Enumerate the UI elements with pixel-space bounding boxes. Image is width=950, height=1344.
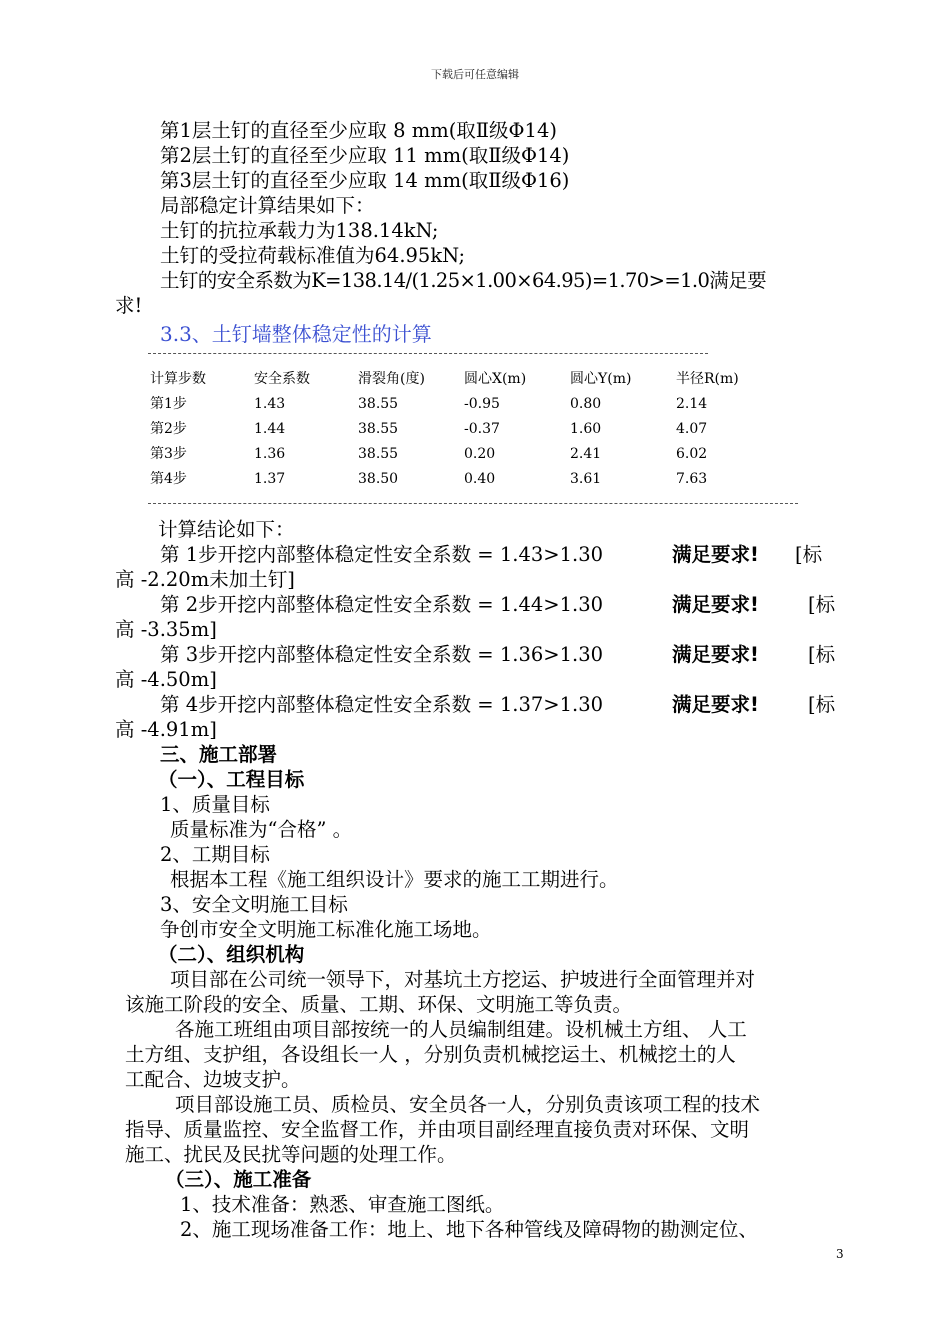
table-cell: 7.63 — [676, 471, 708, 487]
deploy-section-1: （一）、工程目标 — [158, 768, 305, 791]
org-para-3-line-3: 施工、扰民及民扰等问题的处理工作。 — [125, 1143, 457, 1166]
org-para-3-line-2: 指导、质量监控、安全监督工作，并由项目副经理直接负责对环保、文明 — [125, 1118, 750, 1141]
elevation-cont-3: 高 -4.50m] — [115, 668, 217, 691]
table-cell: 第1步 — [150, 396, 187, 412]
elevation-cont-4: 高 -4.91m] — [115, 718, 217, 741]
ok-label: 满足要求! — [672, 543, 759, 566]
local-load: 土钉的受拉荷载标准值为64.95kN; — [160, 244, 466, 267]
table-cell: 1.37 — [254, 471, 286, 487]
table-bottom-rule — [148, 503, 798, 504]
table-header: 半径R(m) — [676, 371, 739, 387]
elevation-bracket: [标 — [795, 543, 823, 566]
elevation-cont-1: 高 -2.20m未加土钉] — [115, 568, 295, 591]
org-para-3-line-1: 项目部设施工员、质检员、安全员各一人，分别负责该项工程的技术 — [175, 1093, 761, 1116]
quality-target-title: 1、质量目标 — [160, 793, 270, 816]
org-para-2-line-2: 土方组、支护组，各设组长一人 ，分别负责机械挖运土、机械挖土的人 — [125, 1043, 736, 1066]
table-cell: 38.55 — [358, 446, 399, 462]
civil-target-body: 争创市安全文明施工标准化施工场地。 — [160, 918, 492, 941]
table-header: 圆心Y(m) — [570, 371, 632, 387]
org-para-1-line-2: 该施工阶段的安全、质量、工期、环保、文明施工等负责。 — [125, 993, 633, 1016]
conclusion-step-2: 第 2步开挖内部整体稳定性安全系数 = 1.44>1.30 — [160, 593, 604, 616]
civil-target-title: 3、安全文明施工目标 — [160, 893, 348, 916]
deploy-section-3: （三）、施工准备 — [165, 1168, 312, 1191]
conclusion-step-4: 第 4步开挖内部整体稳定性安全系数 = 1.37>1.30 — [160, 693, 604, 716]
org-para-2-line-1: 各施工班组由项目部按统一的人员编制组建。设机械土方组、 人工 — [175, 1018, 747, 1041]
table-cell: 4.07 — [676, 421, 708, 437]
table-cell: 3.61 — [570, 471, 602, 487]
table-header: 安全系数 — [254, 371, 310, 387]
conclusion-step-3: 第 3步开挖内部整体稳定性安全系数 = 1.36>1.30 — [160, 643, 604, 666]
prep-item-2: 2、施工现场准备工作：地上、地下各种管线及障碍物的勘测定位、 — [180, 1218, 758, 1241]
conclusion-step-1: 第 1步开挖内部整体稳定性安全系数 = 1.43>1.30 — [160, 543, 604, 566]
table-cell: -0.37 — [464, 421, 500, 437]
table-header: 计算步数 — [150, 371, 206, 387]
table-header: 滑裂角(度) — [358, 371, 425, 387]
table-cell: 0.80 — [570, 396, 602, 412]
table-top-rule — [148, 353, 708, 354]
table-cell: 第3步 — [150, 446, 187, 462]
org-para-2-line-3: 工配合、边坡支护。 — [125, 1068, 301, 1091]
table-cell: 2.14 — [676, 396, 708, 412]
local-title: 局部稳定计算结果如下： — [160, 194, 375, 217]
schedule-target-title: 2、工期目标 — [160, 843, 270, 866]
table-cell: 1.36 — [254, 446, 286, 462]
page-number: 3 — [836, 1247, 844, 1261]
schedule-target-body: 根据本工程《施工组织设计》要求的施工工期进行。 — [170, 868, 619, 891]
table-cell: 38.50 — [358, 471, 399, 487]
elevation-bracket: [标 — [808, 593, 836, 616]
org-para-1-line-1: 项目部在公司统一领导下，对基坑土方挖运、护坡进行全面管理并对 — [170, 968, 756, 991]
ok-label: 满足要求! — [672, 693, 759, 716]
deploy-title: 三、施工部署 — [160, 743, 278, 766]
table-cell: 1.44 — [254, 421, 286, 437]
local-capacity: 土钉的抗拉承载力为138.14kN; — [160, 219, 439, 242]
section-title: 3.3、土钉墙整体稳定性的计算 — [160, 322, 432, 346]
table-cell: 0.40 — [464, 471, 496, 487]
elevation-bracket: [标 — [808, 643, 836, 666]
nail-line-2: 第2层土钉的直径至少应取 11 mm(取Ⅱ级Φ14) — [160, 144, 570, 167]
table-cell: -0.95 — [464, 396, 500, 412]
prep-item-1: 1、技术准备：熟悉、审查施工图纸。 — [180, 1193, 505, 1216]
table-cell: 2.41 — [570, 446, 602, 462]
table-cell: 6.02 — [676, 446, 708, 462]
table-cell: 第2步 — [150, 421, 187, 437]
elevation-cont-2: 高 -3.35m] — [115, 618, 217, 641]
table-cell: 38.55 — [358, 396, 399, 412]
table-cell: 1.43 — [254, 396, 286, 412]
quality-target-body: 质量标准为“合格” 。 — [170, 818, 353, 841]
table-cell: 1.60 — [570, 421, 602, 437]
page-header: 下载后可任意编辑 — [431, 68, 519, 81]
conclusion-title: 计算结论如下： — [158, 518, 295, 541]
local-safety: 土钉的安全系数为K=138.14/(1.25×1.00×64.95)=1.70>=1.0满足要 — [160, 269, 767, 292]
ok-label: 满足要求! — [672, 593, 759, 616]
table-header: 圆心X(m) — [464, 371, 527, 387]
table-cell: 0.20 — [464, 446, 496, 462]
deploy-section-2: （二）、组织机构 — [158, 943, 305, 966]
ok-label: 满足要求! — [672, 643, 759, 666]
nail-line-1: 第1层土钉的直径至少应取 8 mm(取Ⅱ级Φ14) — [160, 119, 557, 142]
nail-line-3: 第3层土钉的直径至少应取 14 mm(取Ⅱ级Φ16) — [160, 169, 570, 192]
table-cell: 38.55 — [358, 421, 399, 437]
elevation-bracket: [标 — [808, 693, 836, 716]
local-safety-tail: 求! — [115, 294, 143, 317]
table-cell: 第4步 — [150, 471, 187, 487]
